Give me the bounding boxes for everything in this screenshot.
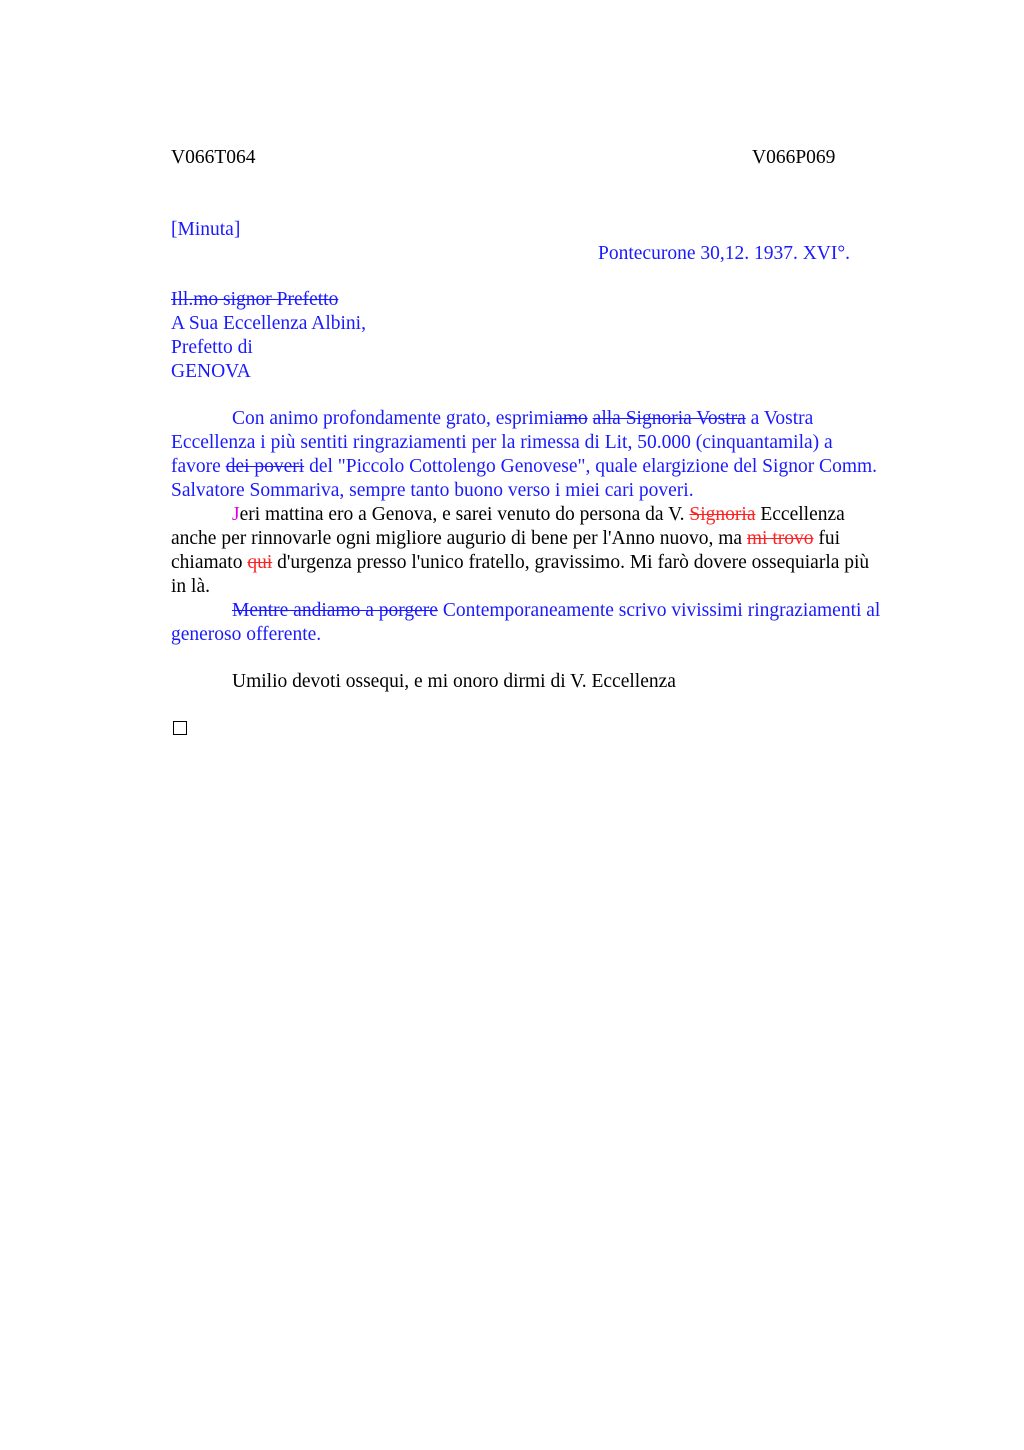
struck-text: qui (247, 552, 273, 573)
initial-letter: J (232, 504, 240, 525)
para3-line-2: generoso offerente. (171, 624, 322, 645)
para1-line-4: Salvatore Sommariva, sempre tanto buono verso i miei cari poveri. (171, 480, 694, 501)
letter-date: Pontecurone 30,12. 1937. XVI°. (598, 243, 851, 264)
closing-line: Umilio devoti ossequi, e mi onoro dirmi di V. Eccellenza (232, 671, 676, 692)
document-code-left: V066T064 (171, 147, 256, 168)
para1-line-3 (171, 455, 931, 479)
struck-text: Signoria (689, 504, 756, 525)
para2-line-3 (171, 551, 931, 575)
text-run: chiamato (171, 552, 248, 573)
text-run: a Vostra (745, 408, 814, 429)
struck-text: dei poveri (225, 456, 305, 477)
document-header (171, 145, 931, 171)
text-run: del "Piccolo Cottolengo Genovese", quale elargizione del Signor Comm. (304, 456, 878, 477)
checkbox-square-icon (173, 721, 187, 735)
text-run: eri mattina ero a Genova, e sarei venuto do persona da V. (239, 504, 690, 525)
minuta-label: [Minuta] (171, 219, 241, 240)
text-run: Con animo profondamente grato, esprimi (232, 408, 555, 429)
para1-line-2: Eccellenza i più sentiti ringraziamenti per la rimessa di Lit, 50.000 (cinquantamila) a (171, 432, 833, 453)
para3-line-1 (171, 599, 931, 623)
address-line-2: Prefetto di (171, 337, 253, 358)
address-block (171, 288, 366, 384)
para2-line-4: in là. (171, 576, 210, 597)
text-run: favore (171, 456, 226, 477)
text-run: Eccellenza (755, 504, 845, 525)
text-run: fui (813, 528, 841, 549)
address-line-3: GENOVA (171, 361, 251, 382)
text-run: Contemporaneamente scrivo vivissimi ringraziamenti al (437, 600, 881, 621)
text-run: d'urgenza presso l'unico fratello, gravissimo. Mi farò dovere ossequiarla più (272, 552, 870, 573)
document-code-right: V066P069 (752, 147, 836, 168)
address-struck-line: Ill.mo signor Prefetto (171, 289, 339, 310)
para2-line-1 (171, 503, 931, 527)
letter-body (171, 407, 931, 647)
struck-text: mi trovo (746, 528, 814, 549)
struck-text: amo (554, 408, 588, 429)
para1-line-1 (171, 407, 931, 431)
text-run: anche per rinnovarle ogni migliore augurio di bene per l'Anno nuovo, ma (171, 528, 747, 549)
para2-line-2 (171, 527, 931, 551)
struck-text: alla Signoria Vostra (592, 408, 746, 429)
document-page (171, 145, 931, 692)
struck-text: Mentre andiamo a porgere (232, 600, 438, 621)
address-line-1: A Sua Eccellenza Albini, (171, 313, 366, 334)
